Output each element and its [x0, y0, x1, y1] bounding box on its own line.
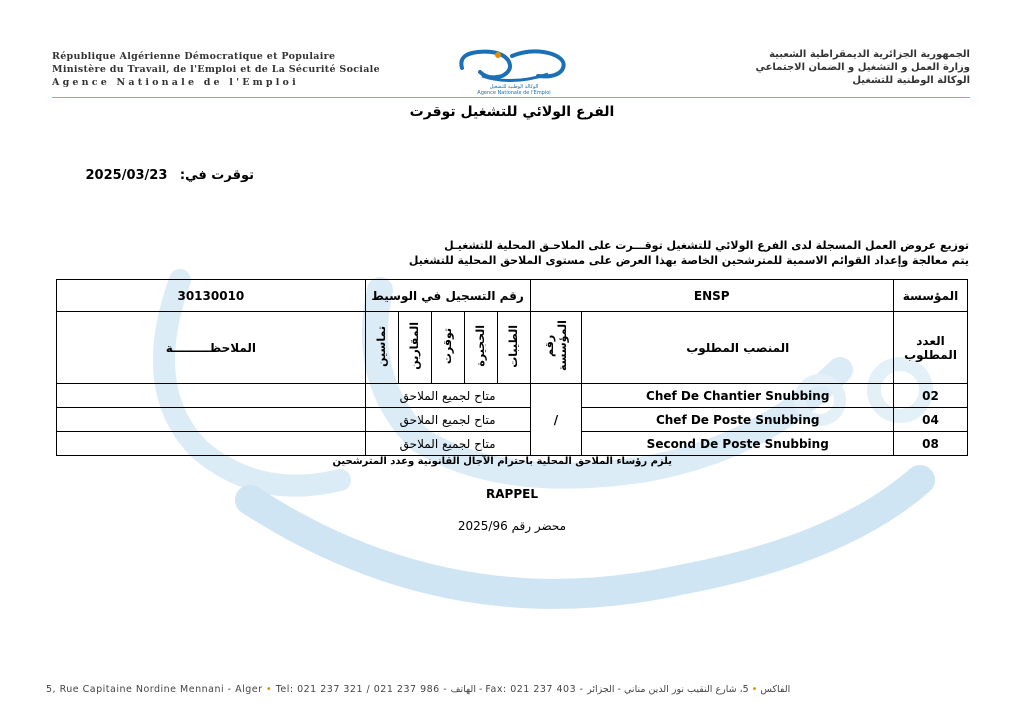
- footer-ar: 5، شارع النقيب نور الدين مناني - الجزائر: [587, 684, 749, 695]
- row-notes: [57, 384, 366, 408]
- col-position: المنصب المطلوب: [582, 312, 894, 384]
- rappel-label: RAPPEL: [486, 487, 538, 501]
- table-row: [57, 432, 968, 456]
- institution-label: المؤسسة: [894, 280, 968, 312]
- row-count: 04: [894, 408, 968, 432]
- header-ar-line2: وزارة العمل و التشغيل و الضمان الاجتماعي: [755, 62, 970, 73]
- table-row-institution: [57, 280, 968, 312]
- footer-address: [46, 684, 790, 695]
- row-position: Chef De Chantier Snubbing: [582, 384, 894, 408]
- row-count: 02: [894, 384, 968, 408]
- row-position: Second De Poste Snubbing: [582, 432, 894, 456]
- col-touggourt: توقرت: [441, 327, 455, 365]
- institution-value: ENSP: [530, 280, 894, 312]
- row-position: Chef De Poste Snubbing: [582, 408, 894, 432]
- header-fr: [52, 50, 380, 89]
- distribution-line1: توزيع عروض العمل المسجلة لدى الفرع الولائي للتشغيل توقـــرت على الملاحـق المحلية للتشغيـل: [444, 239, 969, 252]
- col-hajira: الحجيرة: [474, 325, 488, 367]
- date-row: [78, 168, 254, 183]
- row-count: 08: [894, 432, 968, 456]
- header-fr-line1: République Algérienne Démocratique et Populaire: [52, 51, 336, 62]
- date-label: توقرت في:: [179, 168, 254, 183]
- col-tamacine: تماسين: [375, 325, 389, 367]
- header-ar-line3: الوكالة الوطنية للتشغيل: [852, 75, 970, 86]
- row-availability: متاح لجميع الملاحق: [365, 384, 530, 408]
- bullet-icon: •: [751, 684, 758, 695]
- deadline-note: يلزم رؤساء الملاحق المحلية باحترام الآجال القانونية وعدد المترشحين: [332, 456, 672, 467]
- col-count: العدد المطلوب: [894, 312, 968, 384]
- logo-caption: الوكالة الوطنية للتشغيل Agence Nationale de l'Emploi: [477, 84, 551, 96]
- bullet-icon: •: [266, 684, 273, 695]
- registration-label: رقم التسجيل في الوسيط: [365, 280, 530, 312]
- table-row: [57, 384, 968, 408]
- branch-title: الفرع الولائي للتشغيل توقرت: [409, 104, 615, 120]
- row-availability: متاح لجميع الملاحق: [365, 408, 530, 432]
- col-taibat: الطيبات: [507, 324, 521, 368]
- registration-value: 30130010: [57, 280, 366, 312]
- header-ar: [755, 48, 970, 87]
- col-megarine: المقارين: [408, 322, 422, 370]
- row-notes: [57, 432, 366, 456]
- header-fr-line2: Ministère du Travail, de l'Emploi et de La Sécurité Sociale: [52, 64, 380, 75]
- header-fr-line3: Agence Nationale de l'Emploi: [52, 77, 299, 88]
- minutes-number: محضر رقم 2025/96: [457, 519, 567, 533]
- col-notes: الملاحظـــــــــة: [57, 312, 366, 384]
- footer-fr: 5, Rue Capitaine Nordine Mennani - Alger: [46, 684, 263, 695]
- header-ar-line1: الجمهورية الجزائرية الديمقراطية الشعبية: [769, 49, 970, 60]
- job-offers-table: [56, 279, 968, 456]
- table-header-row: [57, 312, 968, 384]
- footer-contact: Tel: 021 237 321 / 021 237 986 - الهاتف - Fax: 021 237 403 - الفاكس: [275, 684, 791, 695]
- date-value: 2025/03/23: [85, 168, 168, 183]
- row-availability: متاح لجميع الملاحق: [365, 432, 530, 456]
- header-divider: [52, 97, 970, 98]
- inst-number-value: /: [530, 384, 582, 456]
- col-inst-number: رقم المؤسسة: [542, 320, 569, 372]
- distribution-text: [409, 238, 969, 268]
- table-row: [57, 408, 968, 432]
- row-notes: [57, 408, 366, 432]
- distribution-line2: يتم معالجة وإعداد القوائم الاسمية للمترشحين الخاصة بهذا العرض على مستوى الملاحق المحلية للتشغيل: [408, 254, 969, 267]
